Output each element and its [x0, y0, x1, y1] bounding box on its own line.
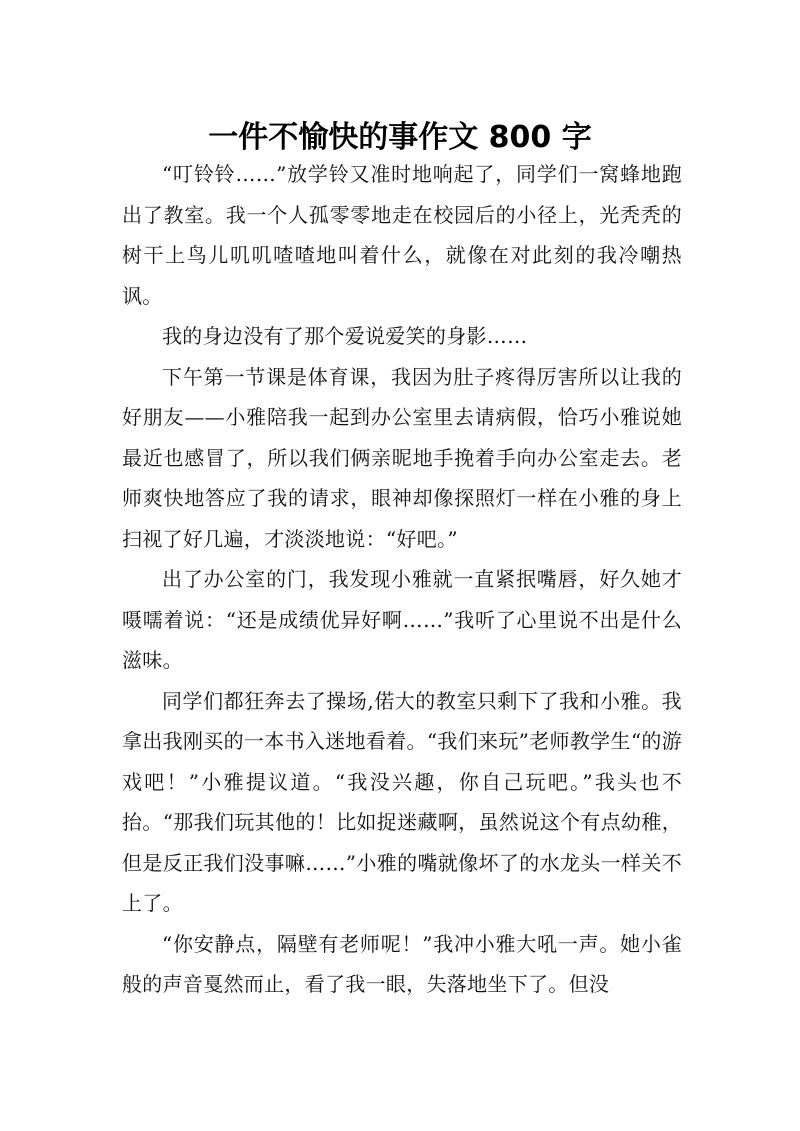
paragraph: “你安静点，隔壁有老师呢！”我冲小雅大吼一声。她小雀般的声音戛然而止，看了我一眼，失落地坐下了。但没 — [122, 931, 682, 996]
paragraph: 出了办公室的门，我发现小雅就一直紧抿嘴唇，好久她才嗫嚅着说：“还是成绩优异好啊……”我听了心里说不出是什么滋味。 — [122, 567, 682, 672]
document-body — [122, 154, 682, 1005]
paragraph: 同学们都狂奔去了操场,偌大的教室只剩下了我和小雅。我拿出我刚买的一本书入迷地看着。“我们来玩”老师教学生“的游戏吧！”小雅提议道。“我没兴趣，你自己玩吧。”我头也不抬。“那我们玩其他的！比如捉迷藏啊，虽然说这个有点幼稚，但是反正我们没事嘛……”小雅的嘴就像坏了的水龙头一样关不上了。 — [122, 688, 682, 915]
paragraph: “叮铃铃……”放学铃又准时地响起了，同学们一窝蜂地跑出了教室。我一个人孤零零地走在校园后的小径上，光秃秃的树干上鸟儿叽叽喳喳地叫着什么，就像在对此刻的我冷嘲热讽。 — [122, 162, 682, 308]
paragraph: 下午第一节课是体育课，我因为肚子疼得厉害所以让我的好朋友——小雅陪我一起到办公室里去请病假，恰巧小雅说她最近也感冒了，所以我们俩亲昵地手挽着手向办公室走去。老师爽快地答应了我的请求，眼神却像探照灯一样在小雅的身上扫视了好几遍，才淡淡地说：“好吧。” — [122, 364, 682, 551]
paragraph: 我的身边没有了那个爱说爱笑的身影…… — [162, 324, 528, 348]
document-title: 一件不愉快的事作文 800 字 — [208, 120, 592, 156]
